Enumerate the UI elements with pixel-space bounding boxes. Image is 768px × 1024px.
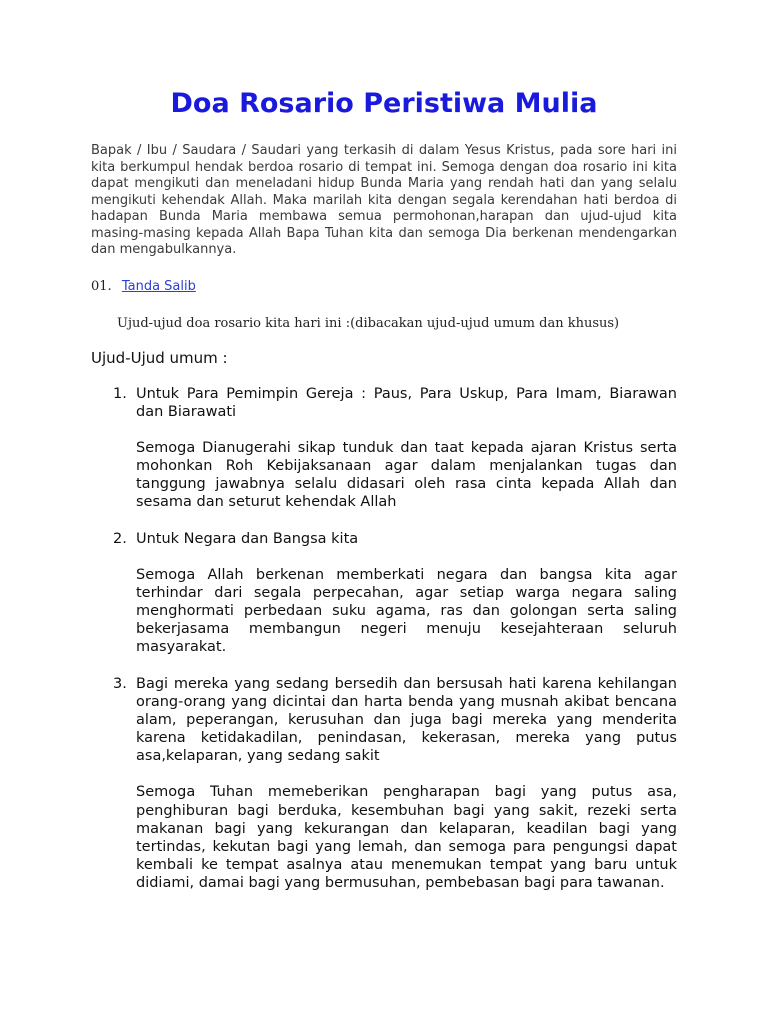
list-item-content bbox=[136, 530, 677, 657]
tanda-salib-link[interactable]: Tanda Salib bbox=[121, 279, 196, 294]
list-marker: 1. bbox=[113, 386, 127, 402]
ujud-umum-heading: Ujud-Ujud umum : bbox=[91, 349, 228, 367]
list-item-content bbox=[136, 675, 677, 892]
ujud-intro-line: Ujud-ujud doa rosario kita hari ini :(dibacakan ujud-ujud umum dan khusus) bbox=[117, 316, 620, 331]
page-title: Doa Rosario Peristiwa Mulia bbox=[170, 88, 598, 119]
list-item-prayer: Semoga Allah berkenan memberkati negara dan bangsa kita agar terhindar dari segala perpecahan, agar setiap warga negara saling menghormati perbedaan suku agama, ras dan golongan serta saling bekerjasama membangun negeri menuju kesejahteraan seluruh masyarakat. bbox=[136, 567, 677, 656]
list-item-prayer: Semoga Tuhan memeberikan pengharapan bagi yang putus asa, penghiburan bagi berduka, kesembuhan bagi yang sakit, rezeki serta makanan bagi yang kekurangan dan kelaparan, keadilan bagi yang tertindas, kekutan bagi yang lemah, dan semoga para pengungsi dapat kembali ke tempat asalnya atau menemukan tempat yang baru untuk didiami, damai bagi yang bermusuhan, pembebasan bagi para tawanan. bbox=[136, 784, 677, 891]
list-item-heading: Untuk Negara dan Bangsa kita bbox=[136, 531, 359, 547]
list-item-content bbox=[136, 385, 677, 512]
list-marker: 2. bbox=[113, 531, 127, 547]
list-item-heading: Untuk Para Pemimpin Gereja : Paus, Para Uskup, Para Imam, Biarawan dan Biarawati bbox=[136, 386, 677, 421]
list-marker: 3. bbox=[113, 676, 127, 692]
intro-paragraph: Bapak / Ibu / Saudara / Saudari yang terkasih di dalam Yesus Kristus, pada sore hari ini kita berkumpul hendak berdoa rosario di tempat ini. Semoga dengan doa rosario ini kita dapat mengikuti dan meneladani hidup Bunda Maria yang rendah hati dan yang selalu mengikuti kehendak Allah. Maka marilah kita dengan segala kerendahan hati berdoa di hadapan Bunda Maria membawa semua permohonan,harapan dan ujud-ujud kita masing-masing kepada Allah Bapa Tuhan kita dan semoga Dia berkenan mendengarkan dan mengabulkannya. bbox=[91, 143, 677, 257]
list-item-heading: Bagi mereka yang sedang bersedih dan bersusah hati karena kehilangan orang-orang yang dicintai dan harta benda yang musnah akibat bencana alam, peperangan, kerusuhan dan juga bagi mereka yang menderita karena ketidakadilan, penindasan, kekerasan, mereka yang putus asa,kelaparan, yang sedang sakit bbox=[136, 676, 677, 765]
step-number: 01. bbox=[91, 279, 112, 294]
step-tanda-salib bbox=[91, 279, 196, 294]
list-item-prayer: Semoga Dianugerahi sikap tunduk dan taat kepada ajaran Kristus serta mohonkan Roh Kebijaksanaan agar dalam menjalankan tugas dan tanggung jawabnya selalu didasari oleh rasa cinta kepada Allah dan sesama dan seturut kehendak Allah bbox=[136, 440, 677, 511]
